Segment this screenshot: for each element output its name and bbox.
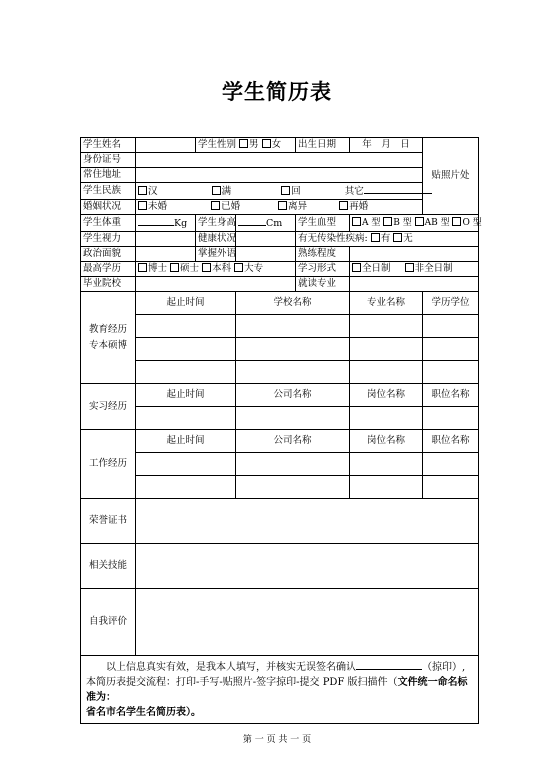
marital-options[interactable] xyxy=(136,200,423,215)
skills-value[interactable] xyxy=(136,544,479,589)
gender-label: 学生性别 xyxy=(198,139,237,150)
single-checkbox[interactable] xyxy=(138,201,147,210)
blood-o-checkbox[interactable] xyxy=(452,217,461,226)
other-ethnicity-field[interactable] xyxy=(364,183,432,194)
note-line3: 省名市名学生名简历表）。 xyxy=(86,707,201,718)
study-mode-label: 学习形式 xyxy=(296,262,350,277)
edu-header-degree: 学历学位 xyxy=(423,292,479,315)
health-label: 健康状况 xyxy=(196,232,236,247)
divorced-label: 离异 xyxy=(288,201,308,212)
college-checkbox[interactable] xyxy=(234,263,243,272)
birth-label: 出生日期 xyxy=(296,138,350,153)
work-label: 工作经历 xyxy=(81,430,136,499)
bachelor-checkbox[interactable] xyxy=(202,263,211,272)
education-sublabel: 专本硕博 xyxy=(88,339,127,351)
edu-header-school: 学校名称 xyxy=(236,292,350,315)
work-cell[interactable] xyxy=(136,453,236,476)
infectious-no-label: 无 xyxy=(403,233,413,244)
blood-a-checkbox[interactable] xyxy=(352,217,361,226)
college-label: 大专 xyxy=(244,263,264,274)
edu-cell[interactable] xyxy=(136,361,236,384)
work-cell[interactable] xyxy=(136,476,236,499)
single-label: 未婚 xyxy=(148,201,168,212)
self-eval-label: 自我评价 xyxy=(81,589,136,656)
internship-label: 实习经历 xyxy=(81,384,136,430)
ethnicity-label: 学生民族 xyxy=(81,183,136,200)
infectious-yes-label: 有 xyxy=(380,233,391,244)
education-label: 教育经历 xyxy=(88,323,127,335)
kg-unit: Kg xyxy=(174,218,188,229)
vision-value[interactable] xyxy=(136,232,196,247)
intern-header-period: 起止时间 xyxy=(136,384,236,407)
proficiency-label: 熟练程度 xyxy=(296,247,350,262)
work-header-company: 公司名称 xyxy=(236,430,350,453)
work-header-period: 起止时间 xyxy=(136,430,236,453)
edu-cell[interactable] xyxy=(136,338,236,361)
intern-cell[interactable] xyxy=(423,407,479,430)
other-ethnicity-label: 其它 xyxy=(344,186,364,197)
blood-label: 学生血型 xyxy=(296,215,350,232)
blood-b-label: B 型 xyxy=(393,218,412,228)
page-title: 学生简历表 xyxy=(222,80,332,104)
work-header-post: 岗位名称 xyxy=(350,430,423,453)
birth-value[interactable]: 年 月 日 xyxy=(350,138,423,153)
id-label: 身份证号 xyxy=(81,153,136,168)
remarried-label: 再婚 xyxy=(349,201,369,212)
vision-label: 学生视力 xyxy=(81,232,136,247)
address-label: 常住地址 xyxy=(81,168,136,183)
intern-cell[interactable] xyxy=(236,407,350,430)
language-label: 掌握外语 xyxy=(196,247,236,262)
height-label: 学生身高 xyxy=(196,215,236,232)
edu-cell[interactable] xyxy=(136,315,236,338)
master-checkbox[interactable] xyxy=(170,263,179,272)
intern-cell[interactable] xyxy=(350,407,423,430)
remarried-checkbox[interactable] xyxy=(339,201,348,210)
infectious-no-checkbox[interactable] xyxy=(393,233,402,242)
name-label: 学生姓名 xyxy=(81,138,136,153)
man-checkbox[interactable] xyxy=(212,186,221,195)
language-value[interactable] xyxy=(236,247,296,262)
note-line2: 本简历表提交流程：打印-手写-贴照片-签字掠印-提交 PDF 版扫描件（ xyxy=(86,677,398,688)
blood-ab-label: AB 型 xyxy=(424,218,450,228)
female-label: 女 xyxy=(271,139,282,150)
intern-header-position: 职位名称 xyxy=(423,384,479,407)
married-checkbox[interactable] xyxy=(211,201,220,210)
gender-cell[interactable] xyxy=(196,138,296,153)
fulltime-label: 全日制 xyxy=(362,263,391,274)
intern-cell[interactable] xyxy=(136,407,236,430)
edu-cell[interactable] xyxy=(350,361,423,384)
work-cell[interactable] xyxy=(236,476,350,499)
edu-header-period: 起止时间 xyxy=(136,292,236,315)
hui-checkbox[interactable] xyxy=(281,186,290,195)
female-checkbox[interactable] xyxy=(262,139,271,148)
phd-label: 博士 xyxy=(148,263,168,274)
weight-value[interactable] xyxy=(136,215,196,232)
degree-label: 最高学历 xyxy=(81,262,136,277)
blood-a-label: A 型 xyxy=(362,218,381,228)
id-value[interactable] xyxy=(136,153,423,168)
height-value[interactable] xyxy=(236,215,296,232)
major-value[interactable] xyxy=(350,277,479,292)
edu-cell[interactable] xyxy=(236,315,350,338)
divorced-checkbox[interactable] xyxy=(278,201,287,210)
blood-options[interactable] xyxy=(350,215,482,232)
blood-b-checkbox[interactable] xyxy=(383,217,392,226)
self-eval-value[interactable] xyxy=(136,589,479,656)
infectious-label: 有无传染性疾病: xyxy=(298,233,368,244)
edu-cell[interactable] xyxy=(236,338,350,361)
work-header-position: 职位名称 xyxy=(423,430,479,453)
blood-ab-checkbox[interactable] xyxy=(415,217,424,226)
study-mode-options[interactable] xyxy=(350,262,479,277)
proficiency-value[interactable] xyxy=(350,247,479,262)
work-cell[interactable] xyxy=(236,453,350,476)
work-cell[interactable] xyxy=(350,453,423,476)
married-label: 已婚 xyxy=(221,201,241,212)
work-cell[interactable] xyxy=(423,476,479,499)
political-label: 政治面貌 xyxy=(81,247,136,262)
resume-form xyxy=(80,137,482,724)
hui-label: 回 xyxy=(291,186,301,197)
note-naming-rule: 文件统一命名标准为： xyxy=(86,677,468,703)
blood-o-label: O 型 xyxy=(462,218,482,228)
edu-cell[interactable] xyxy=(423,361,479,384)
edu-cell[interactable] xyxy=(236,361,350,384)
education-section-label xyxy=(81,292,136,384)
edu-cell[interactable] xyxy=(423,315,479,338)
intern-header-company: 公司名称 xyxy=(236,384,350,407)
school-value[interactable] xyxy=(136,277,296,292)
infectious-cell[interactable] xyxy=(296,232,479,247)
parttime-checkbox[interactable] xyxy=(405,263,414,272)
phd-checkbox[interactable] xyxy=(138,263,147,272)
school-label: 毕业院校 xyxy=(81,277,136,292)
han-label: 汉 xyxy=(148,186,158,197)
ethnicity-options[interactable] xyxy=(136,183,423,200)
photo-area: 贴照片处 xyxy=(423,138,479,215)
marital-label: 婚姻状况 xyxy=(81,200,136,215)
male-label: 男 xyxy=(249,139,259,150)
work-cell[interactable] xyxy=(350,476,423,499)
edu-cell[interactable] xyxy=(350,315,423,338)
skills-label: 相关技能 xyxy=(81,544,136,589)
signature-field[interactable] xyxy=(356,659,422,670)
intern-header-post: 岗位名称 xyxy=(350,384,423,407)
edu-header-major: 专业名称 xyxy=(350,292,423,315)
weight-label: 学生体重 xyxy=(81,215,136,232)
page-footer: 第 一 页 共 一 页 xyxy=(242,735,312,745)
male-checkbox[interactable] xyxy=(239,139,248,148)
name-value[interactable] xyxy=(136,138,196,153)
honors-label: 荣誉证书 xyxy=(81,499,136,544)
political-value[interactable] xyxy=(136,247,196,262)
bachelor-label: 本科 xyxy=(212,263,232,274)
fulltime-checkbox[interactable] xyxy=(352,263,361,272)
master-label: 硕士 xyxy=(180,263,200,274)
honors-value[interactable] xyxy=(136,499,479,544)
health-value[interactable] xyxy=(236,232,296,247)
han-checkbox[interactable] xyxy=(138,186,147,195)
note-fingerprint: （掠印）, xyxy=(422,662,466,673)
declaration-note xyxy=(81,656,479,724)
major-label: 就读专业 xyxy=(296,277,350,292)
note-line1: 以上信息真实有效，是我本人填写，并核实无误签名确认 xyxy=(106,662,356,673)
work-cell[interactable] xyxy=(423,453,479,476)
address-value[interactable] xyxy=(136,168,423,183)
degree-options[interactable] xyxy=(136,262,296,277)
edu-cell[interactable] xyxy=(350,338,423,361)
man-label: 满 xyxy=(221,186,232,197)
cm-unit: Cm xyxy=(266,218,283,229)
edu-cell[interactable] xyxy=(423,338,479,361)
parttime-label: 非全日制 xyxy=(414,263,453,274)
infectious-yes-checkbox[interactable] xyxy=(371,233,380,242)
